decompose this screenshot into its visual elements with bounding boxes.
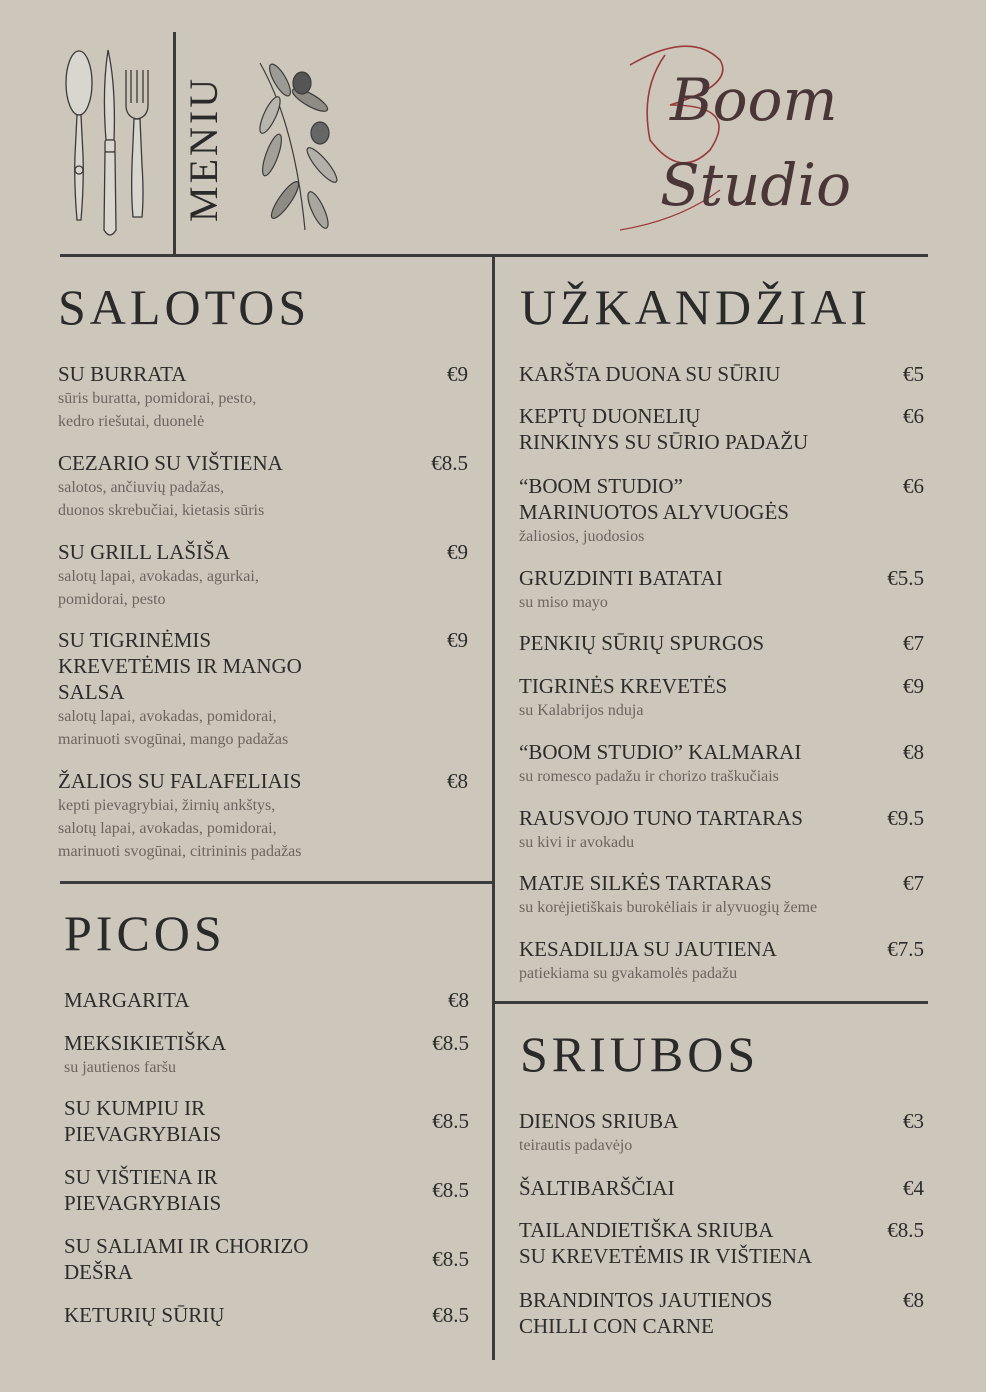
- uzkandziai-item: [519, 673, 924, 722]
- item-price: €5: [903, 362, 924, 386]
- item-name: ŠALTIBARŠČIAI: [519, 1176, 675, 1200]
- menu-label: MENIU: [181, 75, 226, 222]
- picos-item: [64, 987, 469, 1013]
- picos-title: PICOS: [64, 905, 226, 961]
- uzkandziai-item: [519, 739, 924, 788]
- item-price: €8.5: [887, 1218, 924, 1242]
- item-price: €9: [447, 362, 468, 386]
- item-description: su jautienos faršu: [64, 1059, 176, 1076]
- item-name: “BOOM STUDIO” MARINUOTOS ALYVUOGĖS: [519, 474, 789, 524]
- item-name: DIENOS SRIUBA: [519, 1109, 679, 1133]
- item-description: žaliosios, juodosios: [519, 528, 645, 545]
- item-price: €9: [447, 628, 468, 652]
- uzkandziai-title: UŽKANDŽIAI: [520, 279, 872, 335]
- sriubos-item: [519, 1175, 924, 1201]
- uzkandziai-item: [519, 361, 924, 387]
- uzkandziai-item: [519, 805, 924, 854]
- item-name: SU SALIAMI IR CHORIZO DEŠRA: [64, 1234, 309, 1284]
- item-description: su Kalabrijos nduja: [519, 702, 644, 719]
- item-name: MEKSIKIETIŠKA: [64, 1031, 227, 1055]
- salotos-item: [58, 539, 468, 611]
- item-description: salotų lapai, avokadas, agurkai, pomidorai, pesto: [58, 568, 259, 608]
- item-price: €8: [448, 988, 469, 1012]
- item-description: teirautis padavėjo: [519, 1137, 633, 1154]
- item-name: KEPTŲ DUONELIŲ RINKINYS SU SŪRIO PADAŽU: [519, 404, 809, 454]
- sriubos-item: [519, 1108, 924, 1157]
- item-price: €3: [903, 1109, 924, 1133]
- salotos-title: SALOTOS: [58, 279, 311, 335]
- item-description: su korėjietiškais burokėliais ir alyvuogių žeme: [519, 899, 818, 916]
- olive-branch-icon: [250, 55, 345, 235]
- uzkandziai-sriubos-divider: [494, 1001, 928, 1004]
- item-price: €9: [903, 674, 924, 698]
- item-price: €5.5: [887, 566, 924, 590]
- picos-item: [64, 1302, 469, 1328]
- logo-line1: Boom: [670, 66, 838, 134]
- sriubos-title: SRIUBOS: [520, 1026, 760, 1082]
- item-description: sūris buratta, pomidorai, pesto, kedro riešutai, duonelė: [58, 390, 257, 430]
- item-price: €8.5: [432, 1303, 469, 1327]
- item-price: €8.5: [432, 1247, 469, 1271]
- item-name: CEZARIO SU VIŠTIENA: [58, 451, 283, 475]
- item-description: salotų lapai, avokadas, pomidorai, marinuoti svogūnai, mango padažas: [58, 708, 289, 748]
- item-name: ŽALIOS SU FALAFELIAIS: [58, 769, 302, 793]
- item-price: €7: [903, 631, 924, 655]
- uzkandziai-item: [519, 565, 924, 614]
- item-name: BRANDINTOS JAUTIENOS CHILLI CON CARNE: [519, 1288, 773, 1338]
- item-name: SU GRILL LAŠIŠA: [58, 540, 230, 564]
- salotos-item: [58, 627, 468, 751]
- salotos-item: [58, 768, 468, 863]
- item-name: GRUZDINTI BATATAI: [519, 566, 723, 590]
- item-price: €9: [447, 540, 468, 564]
- item-name: SU VIŠTIENA IR PIEVAGRYBIAIS: [64, 1165, 222, 1215]
- item-description: su romesco padažu ir chorizo traškučiais: [519, 768, 779, 785]
- column-vertical-divider: [492, 257, 495, 1360]
- item-description: su kivi ir avokadu: [519, 834, 635, 851]
- item-price: €7.5: [887, 937, 924, 961]
- item-price: €6: [903, 474, 924, 498]
- item-name: SU BURRATA: [58, 362, 187, 386]
- item-name: KARŠTA DUONA SU SŪRIU: [519, 362, 781, 386]
- item-price: €8.5: [432, 1031, 469, 1055]
- item-name: TAILANDIETIŠKA SRIUBA SU KREVETĖMIS IR VIŠTIENA: [519, 1218, 813, 1268]
- item-description: patiekiama su gvakamolės padažu: [519, 965, 738, 982]
- picos-item: [64, 1164, 469, 1216]
- item-price: €8: [903, 1288, 924, 1312]
- item-name: “BOOM STUDIO” KALMARAI: [519, 740, 802, 764]
- uzkandziai-item: [519, 936, 924, 985]
- item-price: €9.5: [887, 806, 924, 830]
- item-price: €7: [903, 871, 924, 895]
- sriubos-item: [519, 1217, 924, 1269]
- picos-item: [64, 1030, 469, 1079]
- item-price: €8.5: [432, 1109, 469, 1133]
- salotos-picos-divider: [60, 881, 494, 884]
- sriubos-item: [519, 1287, 924, 1339]
- item-price: €8.5: [431, 451, 468, 475]
- logo-line2: Studio: [660, 151, 851, 219]
- item-description: kepti pievagrybiai, žirnių ankštys, salotų lapai, avokadas, pomidorai, marinuoti svogūnai, citrininis padažas: [58, 797, 302, 860]
- item-name: SU TIGRINĖMIS KREVETĖMIS IR MANGO SALSA: [58, 628, 302, 704]
- salotos-item: [58, 361, 468, 433]
- picos-item: [64, 1233, 469, 1285]
- item-name: PENKIŲ SŪRIŲ SPURGOS: [519, 631, 765, 655]
- uzkandziai-item: [519, 870, 924, 919]
- item-name: MATJE SILKĖS TARTARAS: [519, 871, 772, 895]
- item-name: TIGRINĖS KREVETĖS: [519, 674, 728, 698]
- salotos-item: [58, 450, 468, 522]
- item-name: KESADILIJA SU JAUTIENA: [519, 937, 777, 961]
- item-price: €4: [903, 1176, 924, 1200]
- item-description: salotos, ančiuvių padažas, duonos skrebučiai, kietasis sūris: [58, 479, 265, 519]
- uzkandziai-item: [519, 473, 924, 548]
- item-description: su miso mayo: [519, 594, 608, 611]
- item-price: €8: [447, 769, 468, 793]
- uzkandziai-item: [519, 403, 924, 455]
- item-name: RAUSVOJO TUNO TARTARAS: [519, 806, 803, 830]
- item-price: €6: [903, 404, 924, 428]
- uzkandziai-item: [519, 630, 924, 656]
- item-price: €8.5: [432, 1178, 469, 1202]
- item-name: KETURIŲ SŪRIŲ: [64, 1303, 225, 1327]
- picos-item: [64, 1095, 469, 1147]
- boom-studio-logo: [600, 30, 860, 240]
- item-name: SU KUMPIU IR PIEVAGRYBIAIS: [64, 1096, 222, 1146]
- item-name: MARGARITA: [64, 988, 190, 1012]
- cutlery-icon: [62, 45, 157, 240]
- header-vertical-divider: [173, 32, 176, 254]
- item-price: €8: [903, 740, 924, 764]
